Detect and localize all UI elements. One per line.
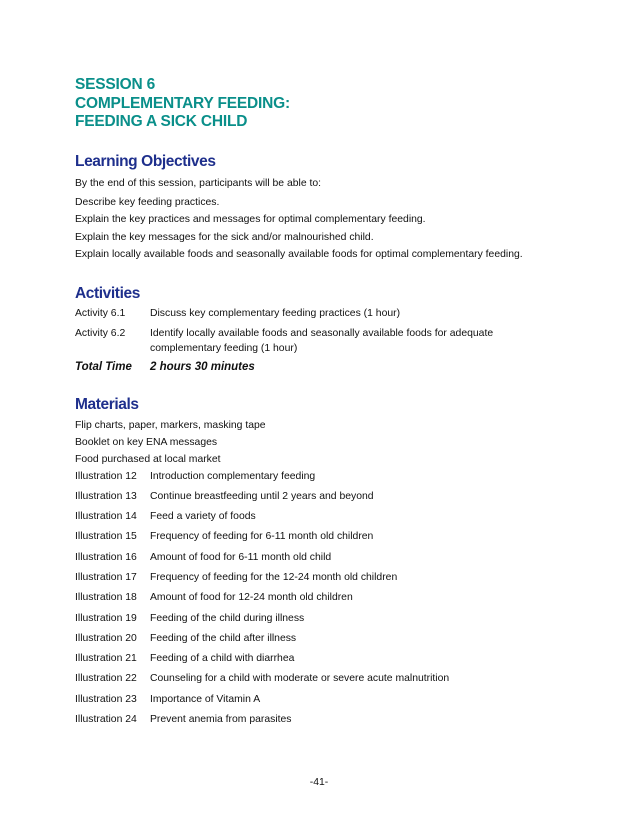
objectives-intro: By the end of this session, participants will be able to: — [75, 178, 322, 189]
illustration-description: Feeding of the child after illness — [150, 633, 297, 644]
session-title-line: SESSION 6 — [75, 76, 156, 93]
illustration-description: Frequency of feeding for 6-11 month old children — [150, 531, 374, 542]
illustration-description: Prevent anemia from parasites — [150, 714, 292, 725]
illustration-description: Counseling for a child with moderate or severe acute malnutrition — [150, 673, 450, 684]
illustration-description: Amount of food for 6-11 month old child — [150, 552, 332, 563]
material-item: Booklet on key ENA messages — [75, 437, 218, 448]
total-time-value: 2 hours 30 minutes — [150, 361, 255, 373]
objective-item: Explain the key practices and messages for optimal complementary feeding. — [75, 214, 426, 225]
illustration-label: Illustration 19 — [75, 613, 137, 624]
illustration-label: Illustration 20 — [75, 633, 137, 644]
illustration-label: Illustration 16 — [75, 552, 137, 563]
illustration-label: Illustration 14 — [75, 511, 137, 522]
illustration-label: Illustration 12 — [75, 471, 137, 482]
activity-description: Identify locally available foods and seasonally available foods for adequate complementary feeding (1 hour) — [150, 328, 494, 354]
session-title-line: FEEDING A SICK CHILD — [75, 113, 248, 130]
illustration-description: Importance of Vitamin A — [150, 694, 261, 705]
illustration-description: Feeding of the child during illness — [150, 613, 305, 624]
illustration-description: Introduction complementary feeding — [150, 471, 316, 482]
activity-description: Discuss key complementary feeding practices (1 hour) — [150, 308, 401, 319]
illustration-description: Continue breastfeeding until 2 years and beyond — [150, 491, 374, 502]
illustration-label: Illustration 21 — [75, 653, 137, 664]
total-time-label: Total Time — [75, 361, 132, 373]
illustration-description: Amount of food for 12-24 month old children — [150, 592, 353, 603]
objective-item: Explain locally available foods and seasonally available foods for optimal complementary feeding. — [75, 249, 523, 260]
objective-item: Describe key feeding practices. — [75, 197, 220, 208]
illustration-description: Feed a variety of foods — [150, 511, 256, 522]
objective-item: Explain the key messages for the sick and/or malnourished child. — [75, 232, 374, 243]
illustration-label: Illustration 18 — [75, 592, 137, 603]
activity-label: Activity 6.2 — [75, 328, 126, 339]
illustration-description: Feeding of a child with diarrhea — [150, 653, 295, 664]
illustration-label: Illustration 13 — [75, 491, 137, 502]
objectives-heading: Learning Objectives — [75, 153, 216, 170]
material-item: Flip charts, paper, markers, masking tape — [75, 420, 266, 431]
illustration-label: Illustration 17 — [75, 572, 137, 583]
page-number: -41- — [309, 777, 329, 788]
activity-label: Activity 6.1 — [75, 308, 126, 319]
activities-heading: Activities — [75, 285, 140, 302]
illustration-label: Illustration 24 — [75, 714, 137, 725]
illustration-description: Frequency of feeding for the 12-24 month old children — [150, 572, 398, 583]
materials-heading: Materials — [75, 396, 139, 413]
session-title-line: COMPLEMENTARY FEEDING: — [75, 94, 290, 112]
illustration-label: Illustration 22 — [75, 673, 137, 684]
illustration-label: Illustration 15 — [75, 531, 137, 542]
material-item: Food purchased at local market — [75, 454, 221, 465]
illustration-label: Illustration 23 — [75, 694, 137, 705]
session-title — [75, 76, 290, 132]
